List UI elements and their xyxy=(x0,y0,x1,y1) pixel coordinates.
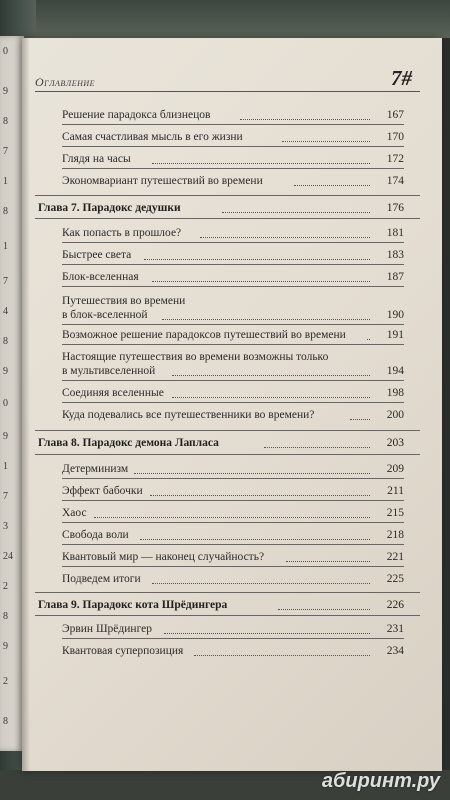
edge-number: 4 xyxy=(3,306,8,317)
toc-entry-page: 225 xyxy=(386,573,404,585)
toc-entry-title: Решение парадокса близнецов xyxy=(62,109,211,121)
edge-number: 8 xyxy=(3,116,8,127)
edge-number: 7 xyxy=(3,491,8,502)
toc-entry-title: Возможное решение парадоксов путешествий во времени xyxy=(62,329,346,341)
edge-number: 3 xyxy=(3,521,8,532)
leader-dots xyxy=(140,539,370,540)
toc-entry-page: 234 xyxy=(386,645,404,657)
toc-entry-page: 211 xyxy=(387,485,404,497)
leader-dots xyxy=(350,419,370,420)
toc-entry-title-line2: в мультивселенной xyxy=(62,365,156,377)
section-divider xyxy=(35,430,420,431)
toc-entry-page: 190 xyxy=(386,309,404,321)
edge-number: 1 xyxy=(3,241,8,252)
entry-underline xyxy=(62,242,404,243)
entry-underline xyxy=(62,264,404,265)
toc-entry-title: Самая счастливая мысль в его жизни xyxy=(62,131,243,143)
toc-entry-title-line2: в блок-вселенной xyxy=(62,309,148,321)
toc-entry-page: 200 xyxy=(386,409,404,421)
toc-entry-page: 221 xyxy=(386,551,404,563)
book-page xyxy=(22,38,442,771)
toc-entry-title: Квантовая суперпозиция xyxy=(62,645,184,657)
leader-dots xyxy=(222,212,370,213)
toc-entry-page: 183 xyxy=(386,249,404,261)
leader-dots xyxy=(264,447,370,448)
running-header: Оглавление xyxy=(35,75,96,89)
toc-entry-page: 181 xyxy=(386,227,404,239)
edge-number: 0 xyxy=(3,398,8,409)
page-number: 7# xyxy=(391,66,412,90)
toc-entry-title: Как попасть в прошлое? xyxy=(62,227,182,239)
section-divider xyxy=(35,454,420,455)
leader-dots xyxy=(294,185,370,186)
toc-chapter-title: Глава 9. Парадокс кота Шрёдингера xyxy=(38,599,228,611)
leader-dots xyxy=(286,561,370,562)
leader-dots xyxy=(152,583,370,584)
toc-entry-page: 231 xyxy=(386,623,404,635)
leader-dots xyxy=(164,633,370,634)
leader-dots xyxy=(172,375,370,376)
leader-dots xyxy=(282,141,370,142)
leader-dots xyxy=(94,517,370,518)
toc-entry-title: Экономвариант путешествий во времени xyxy=(62,175,263,187)
entry-underline xyxy=(62,124,404,125)
leader-dots xyxy=(144,259,370,260)
toc-entry-title: Квантовый мир — наконец случайность? xyxy=(62,551,265,563)
leader-dots xyxy=(172,397,370,398)
toc-entry-page: 174 xyxy=(386,175,404,187)
leader-dots xyxy=(162,319,370,320)
edge-number: 8 xyxy=(3,206,8,217)
toc-entry-title: Свобода воли xyxy=(62,529,129,541)
entry-underline xyxy=(62,146,404,147)
edge-number: 2 xyxy=(3,581,8,592)
entry-underline xyxy=(62,566,404,567)
section-divider xyxy=(35,218,420,219)
toc-chapter-page: 203 xyxy=(386,437,404,449)
entry-underline xyxy=(62,324,404,325)
toc-entry-page: 218 xyxy=(386,529,404,541)
section-divider xyxy=(35,615,420,616)
background-top xyxy=(0,0,450,38)
leader-dots xyxy=(200,237,370,238)
toc-entry-title: Подведем итоги xyxy=(62,573,141,585)
toc-chapter-page: 226 xyxy=(386,599,404,611)
edge-number: 2 xyxy=(3,676,8,687)
edge-number: 9 xyxy=(3,431,8,442)
entry-underline xyxy=(62,344,404,345)
leader-dots xyxy=(278,609,370,610)
toc-entry-title: Путешествия во времени xyxy=(62,295,186,307)
section-divider xyxy=(35,195,420,196)
site-watermark: абиринт.ру xyxy=(321,770,440,792)
toc-entry-title: Настоящие путешествия во времени возможны только xyxy=(62,351,329,363)
toc-entry-page: 170 xyxy=(386,131,404,143)
toc-entry-page: 187 xyxy=(386,271,404,283)
toc-entry-page: 215 xyxy=(386,507,404,519)
toc-entry-title: Блок-вселенная xyxy=(62,271,139,283)
entry-underline xyxy=(62,544,404,545)
edge-number: 9 xyxy=(3,641,8,652)
entry-underline xyxy=(62,500,404,501)
edge-number: 1 xyxy=(3,176,8,187)
edge-number: 24 xyxy=(3,551,13,562)
toc-entry-title: Соединяя вселенные xyxy=(62,387,164,399)
leader-dots xyxy=(152,163,370,164)
previous-page-edge xyxy=(0,36,24,751)
leader-dots xyxy=(194,655,370,656)
toc-entry-page: 172 xyxy=(386,153,404,165)
entry-underline xyxy=(62,638,404,639)
toc-entry-title: Куда подевались все путешественники во времени? xyxy=(62,409,315,421)
edge-number: 9 xyxy=(3,86,8,97)
leader-dots xyxy=(134,473,370,474)
toc-chapter-title: Глава 8. Парадокс демона Лапласа xyxy=(38,437,219,449)
toc-entry-page: 167 xyxy=(386,109,404,121)
toc-entry-title: Хаос xyxy=(62,507,87,519)
edge-number: 9 xyxy=(3,366,8,377)
toc-entry-title: Эрвин Шрёдингер xyxy=(62,623,152,635)
header-divider xyxy=(35,91,420,92)
edge-number: 1 xyxy=(3,461,8,472)
leader-dots xyxy=(367,339,370,340)
edge-number: 7 xyxy=(3,276,8,287)
edge-number: 8 xyxy=(3,716,8,727)
toc-entry-page: 198 xyxy=(386,387,404,399)
toc-chapter-title: Глава 7. Парадокс дедушки xyxy=(38,202,181,214)
entry-underline xyxy=(62,478,404,479)
entry-underline xyxy=(62,402,404,403)
toc-entry-title: Детерминизм xyxy=(62,463,129,475)
toc-entry-page: 191 xyxy=(386,329,404,341)
entry-underline xyxy=(62,286,404,287)
edge-number: 0 xyxy=(3,46,8,57)
toc-entry-title: Эффект бабочки xyxy=(62,485,143,497)
leader-dots xyxy=(152,281,370,282)
leader-dots xyxy=(240,119,370,120)
edge-number: 7 xyxy=(3,146,8,157)
page-gutter-shadow xyxy=(22,38,30,771)
edge-number: 8 xyxy=(3,611,8,622)
entry-underline xyxy=(62,168,404,169)
toc-entry-page: 194 xyxy=(386,365,404,377)
toc-entry-page: 209 xyxy=(386,463,404,475)
toc-entry-title: Быстрее света xyxy=(62,249,132,261)
toc-entry-title: Глядя на часы xyxy=(62,153,131,165)
section-divider xyxy=(35,592,420,593)
leader-dots xyxy=(150,495,370,496)
toc-chapter-page: 176 xyxy=(386,202,404,214)
edge-number: 8 xyxy=(3,336,8,347)
entry-underline xyxy=(62,522,404,523)
entry-underline xyxy=(62,380,404,381)
